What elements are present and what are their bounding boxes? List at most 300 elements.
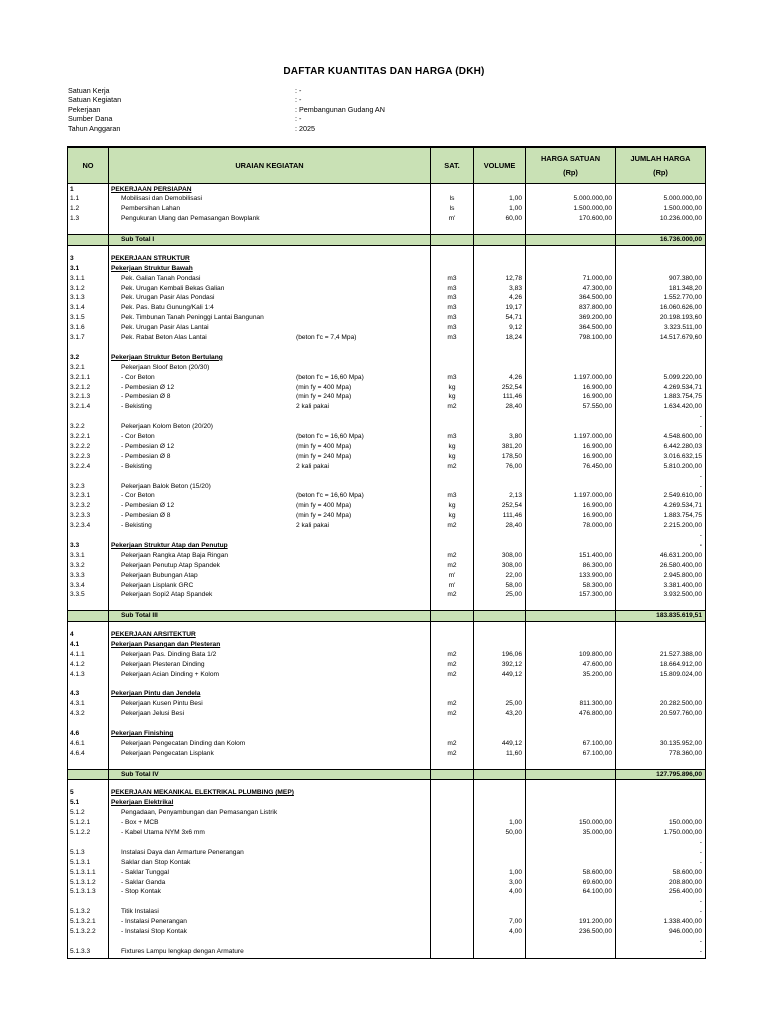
row-total-price: 16.736.000,00: [659, 236, 702, 243]
info-label: Tahun Anggaran: [68, 123, 121, 133]
row-description: Sub Total I: [121, 236, 155, 243]
table-row: [68, 472, 705, 482]
row-unit: m2: [447, 700, 457, 708]
row-description: Pekerjaan Sloof Beton (20/30): [121, 363, 210, 371]
row-unit: kg: [448, 383, 456, 391]
row-description: - Pembesian Ø 12: [121, 442, 175, 450]
row-number: 3.2.2.2: [70, 442, 91, 450]
row-volume: 1,00: [509, 205, 522, 213]
row-total-price: 127.795.896,00: [656, 770, 702, 778]
row-total-price: 181.348,20: [668, 284, 702, 292]
row-number: 4.3: [70, 690, 80, 698]
table-row: [68, 897, 705, 907]
row-total-price: -: [699, 858, 702, 866]
row-total-price: 16.060.626,00: [659, 304, 702, 312]
row-description: Sub Total IV: [121, 770, 159, 778]
section-row: [68, 798, 705, 808]
row-description: - Pembesian Ø 8: [121, 512, 171, 520]
table-row: [68, 313, 705, 323]
table-row: [68, 937, 705, 947]
row-total-price: 946.000,00: [668, 928, 702, 935]
row-unit: m2: [447, 670, 457, 678]
column-divider: [525, 148, 526, 958]
row-description: Pekerjaan Kolom Beton (20/20): [121, 423, 214, 431]
row-description: - Instalasi Stop Kontak: [121, 928, 187, 935]
table-row: [68, 818, 705, 828]
row-volume: 25,00: [505, 700, 522, 708]
row-number: 3.2.3.3: [70, 512, 91, 520]
row-description: Pek. Timbunan Tanah Peninggi Lantai Bangunan: [121, 314, 264, 322]
row-total-price: 5.099.220,00: [663, 373, 702, 381]
row-description: Instalasi Daya dan Armarture Penerangan: [121, 848, 244, 856]
row-volume: 28,40: [505, 522, 522, 530]
row-total-price: -: [699, 838, 702, 846]
row-description: Sub Total III: [121, 612, 158, 620]
row-total-price: 5.810.200,00: [663, 462, 702, 470]
row-description: Pekerjaan Balok Beton (15/20): [121, 482, 211, 490]
table-row: [68, 878, 705, 888]
row-unit: m3: [447, 334, 457, 341]
info-label: Pekerjaan: [68, 104, 101, 114]
row-number: 3.1.6: [70, 324, 85, 332]
row-spec: (min fy = 240 Mpa): [296, 393, 352, 401]
row-total-price: 256.400,00: [668, 888, 702, 896]
row-unit-price: 151.400,00: [578, 551, 612, 559]
row-unit: m2: [447, 462, 457, 470]
row-number: 5.1.3.3: [70, 947, 91, 955]
table-row: [68, 343, 705, 353]
row-number: 3.2.1.3: [70, 393, 91, 401]
row-total-price: 20.597.760,00: [659, 710, 702, 718]
row-number: 3.3.5: [70, 591, 85, 599]
table-row: [68, 551, 705, 561]
row-total-price: 46.631.200,00: [659, 551, 702, 559]
row-unit-price: 16.900,00: [582, 393, 612, 401]
row-unit: m': [448, 571, 456, 579]
row-unit-price: 64.100,00: [582, 888, 612, 896]
row-description: Pek. Urugan Kembali Bekas Galian: [121, 284, 225, 292]
row-description: - Box + MCB: [121, 819, 159, 827]
row-unit: m3: [447, 324, 457, 332]
row-unit-price: 16.900,00: [582, 452, 612, 460]
row-description: - Kabel Utama NYM 3x6 mm: [121, 829, 205, 836]
row-volume: 392,12: [501, 660, 522, 668]
row-description: Pekerjaan Struktur Bawah: [111, 264, 193, 272]
row-total-price: 1.634.420,00: [663, 403, 702, 411]
row-unit-price: 1.197.000,00: [573, 373, 612, 381]
row-number: 3.2.3: [70, 482, 85, 490]
table-row: [68, 392, 705, 402]
info-value: : -: [295, 86, 302, 95]
header-jumlah-harga-unit: (Rp): [653, 168, 668, 178]
header-jumlah-harga-label: JUMLAH HARGA: [630, 153, 691, 163]
row-unit-price: 67.100,00: [582, 749, 612, 757]
row-total-price: 1.883.754,75: [663, 393, 702, 401]
row-description: - Bekisting: [121, 522, 152, 530]
row-unit-price: 157.300,00: [578, 591, 612, 599]
row-volume: 11,60: [505, 749, 522, 757]
row-description: Fixtures Lampu lengkap dengan Armature: [121, 947, 244, 955]
row-total-price: 18.664.912,00: [659, 660, 702, 668]
row-number: 3.2.2.3: [70, 452, 91, 460]
row-spec: (beton f'c = 16,60 Mpa): [296, 492, 364, 500]
row-number: 5.1.3: [70, 848, 85, 856]
row-total-price: -: [699, 937, 702, 945]
row-description: Pengadaan, Penyambungan dan Pemasangan Listrik: [121, 809, 278, 817]
row-number: 4.3.2: [70, 710, 85, 718]
row-number: 3.1: [70, 264, 80, 272]
table-row: [68, 739, 705, 749]
table-row: [68, 244, 705, 254]
section-row: [68, 353, 705, 363]
table-row: [68, 293, 705, 303]
row-description: Pek. Pas. Batu Gunung/Kali 1:4: [121, 304, 214, 312]
project-info: [68, 86, 385, 133]
row-total-price: 1.883.754,75: [663, 512, 702, 520]
row-number: 4.6.1: [70, 739, 85, 747]
row-number: 5.1.2.2: [70, 829, 91, 836]
row-unit-price: 236.500,00: [578, 928, 612, 935]
header-jumlah-harga: [616, 148, 705, 183]
row-unit: m3: [447, 373, 457, 381]
row-description: Saklar dan Stop Kontak: [121, 858, 191, 866]
row-unit: kg: [448, 442, 456, 450]
section-row: [68, 630, 705, 640]
row-description: Pekerjaan Elektrikal: [111, 799, 174, 807]
row-number: 3.2.2: [70, 423, 85, 431]
row-number: 3.3.1: [70, 551, 85, 559]
header-uraian: URAIAN KEGIATAN: [109, 148, 431, 183]
row-description: - Saklar Tunggal: [121, 868, 170, 876]
row-spec: (min fy = 400 Mpa): [296, 442, 352, 450]
header-volume: VOLUME: [474, 148, 526, 183]
document-title: DAFTAR KUANTITAS DAN HARGA (DKH): [283, 66, 485, 77]
row-spec: (beton f'c = 16,60 Mpa): [296, 373, 364, 381]
row-total-price: 4.269.534,71: [663, 383, 702, 391]
row-unit: m2: [447, 710, 457, 718]
row-unit: m3: [447, 294, 457, 302]
row-description: PEKERJAAN PERSIAPAN: [111, 185, 192, 193]
row-description: Pekerjaan Plesteran Dinding: [121, 660, 205, 668]
row-volume: 50,00: [505, 829, 522, 836]
row-total-price: 20.198.193,60: [659, 314, 702, 322]
row-unit-price: 58.300,00: [582, 581, 612, 589]
row-description: - Stop Kontak: [121, 888, 161, 896]
row-unit-price: 1.197.000,00: [573, 492, 612, 500]
row-volume: 22,00: [505, 571, 522, 579]
row-number: 5.1.3.1.1: [70, 868, 96, 876]
row-total-price: -: [699, 532, 702, 539]
row-unit: kg: [448, 512, 456, 520]
row-unit-price: 47.300,00: [582, 284, 612, 292]
info-row: [68, 124, 385, 133]
row-number: 5.1.2.1: [70, 819, 91, 827]
row-description: Pekerjaan Pas. Dinding Bata 1/2: [121, 650, 217, 658]
table-row: [68, 363, 705, 373]
row-unit-price: 109.800,00: [578, 650, 612, 658]
row-description: Pekerjaan Pintu dan Jendela: [111, 690, 201, 698]
row-description: Pembersihan Lahan: [121, 205, 181, 213]
info-row: [68, 86, 385, 95]
row-volume: 1,00: [509, 195, 522, 203]
row-volume: 308,00: [501, 551, 522, 559]
row-number: 4.1: [70, 640, 80, 648]
row-total-price: 208.800,00: [668, 878, 702, 886]
table-row: [68, 581, 705, 591]
row-volume: 54,71: [505, 314, 522, 322]
row-description: Pekerjaan Penutup Atap Spandek: [121, 561, 220, 569]
row-unit-price: 67.100,00: [582, 739, 612, 747]
row-number: 5.1.3.2.2: [70, 928, 96, 935]
info-value: : -: [295, 95, 302, 105]
table-row: [68, 204, 705, 214]
row-description: Mobilisasi dan Demobilisasi: [121, 195, 202, 203]
row-volume: 252,54: [501, 502, 522, 510]
section-row: [68, 541, 705, 551]
row-total-price: 150.000,00: [668, 819, 702, 827]
table-row: [68, 521, 705, 531]
row-spec: (min fy = 400 Mpa): [296, 502, 352, 510]
table-row: [68, 590, 705, 600]
row-volume: 28,40: [505, 403, 522, 411]
header-harga-satuan: [526, 148, 616, 183]
row-volume: 4,00: [509, 928, 522, 935]
row-description: Pekerjaan Lisplank GRC: [121, 581, 194, 589]
row-unit-price: 35.200,00: [582, 670, 612, 678]
row-description: Pek. Urugan Pasir Alas Lantai: [121, 324, 209, 332]
row-total-price: 183.835.619,51: [656, 612, 702, 620]
row-description: - Cor Beton: [121, 492, 155, 500]
row-total-price: -: [699, 898, 702, 906]
row-spec: (min fy = 400 Mpa): [296, 383, 352, 391]
row-total-price: 26.580.400,00: [659, 561, 702, 569]
row-description: - Bekisting: [121, 403, 152, 411]
row-total-price: 778.360,00: [668, 749, 702, 757]
table-row: [68, 194, 705, 204]
row-unit-price: 5.000.000,00: [573, 195, 612, 203]
row-total-price: -: [699, 541, 702, 549]
row-volume: 449,12: [501, 670, 522, 678]
row-spec: (beton f'c = 7,4 Mpa): [296, 334, 357, 341]
table-row: [68, 947, 705, 957]
column-divider: [615, 148, 616, 958]
row-unit: m3: [447, 284, 457, 292]
dkh-table: [67, 146, 706, 959]
row-volume: 3,80: [509, 433, 522, 440]
table-row: [68, 838, 705, 848]
row-description: Pek. Rabat Beton Alas Lantai: [121, 334, 207, 341]
table-row: [68, 917, 705, 927]
row-number: 3.1.3: [70, 294, 85, 302]
row-unit: m3: [447, 274, 457, 282]
table-header: [68, 148, 705, 184]
row-unit-price: 35.000,00: [582, 829, 612, 836]
row-unit-price: 69.600,00: [582, 878, 612, 886]
table-row: [68, 412, 705, 422]
table-row: [68, 482, 705, 492]
row-description: Pekerjaan Jelusi Besi: [121, 710, 185, 718]
info-label: Satuan Kerja: [68, 86, 110, 95]
row-total-price: 907.380,00: [668, 274, 702, 282]
row-description: - Saklar Ganda: [121, 878, 166, 886]
row-description: - Pembesian Ø 12: [121, 383, 175, 391]
row-description: - Instalasi Penerangan: [121, 918, 187, 926]
row-total-price: 3.381.400,00: [663, 581, 702, 589]
row-description: Pengukuran Ulang dan Pemasangan Bowplank: [121, 215, 260, 223]
row-unit-price: 837.800,00: [578, 304, 612, 312]
row-description: Pekerjaan Acian Dinding + Kolom: [121, 670, 220, 678]
table-row: [68, 858, 705, 868]
section-row: [68, 729, 705, 739]
row-total-price: 14.517.679,60: [659, 334, 702, 341]
row-description: Pekerjaan Struktur Beton Bertulang: [111, 353, 223, 361]
info-value: : 2025: [295, 123, 315, 133]
row-volume: 3,00: [509, 878, 522, 886]
row-total-price: 15.809.024,00: [659, 670, 702, 678]
row-total-price: -: [699, 947, 702, 955]
row-description: - Cor Beton: [121, 433, 155, 440]
row-volume: 1,00: [509, 868, 522, 876]
row-unit-price: 369.200,00: [578, 314, 612, 322]
table-row: [68, 779, 705, 789]
row-unit-price: 1.500.000,00: [573, 205, 612, 213]
row-total-price: -: [699, 848, 702, 856]
section-row: [68, 264, 705, 274]
row-volume: 76,00: [505, 462, 522, 470]
table-row: [68, 848, 705, 858]
row-unit: m2: [447, 561, 457, 569]
row-unit-price: 16.900,00: [582, 442, 612, 450]
row-total-price: -: [699, 472, 702, 480]
table-row: [68, 333, 705, 343]
row-number: 5.1.3.1.3: [70, 888, 96, 896]
table-row: [68, 660, 705, 670]
row-number: 1.1: [70, 195, 80, 203]
row-number: 3.2: [70, 353, 80, 361]
row-volume: 19,17: [505, 304, 522, 312]
table-row: [68, 561, 705, 571]
row-number: 1.3: [70, 215, 80, 223]
row-unit-price: 16.900,00: [582, 512, 612, 520]
row-unit-price: 78.000,00: [582, 522, 612, 530]
row-unit-price: 364.500,00: [578, 324, 612, 332]
table-row: [68, 887, 705, 897]
row-total-price: 58.600,00: [672, 868, 702, 876]
row-description: Pekerjaan Rangka Atap Baja Ringan: [121, 551, 229, 559]
row-number: 5.1.3.2: [70, 908, 91, 916]
row-number: 1: [70, 185, 74, 193]
row-total-price: 1.750.000,00: [663, 829, 702, 836]
header-harga-satuan-unit: (Rp): [563, 168, 578, 178]
row-volume: 1,00: [509, 819, 522, 827]
table-row: [68, 432, 705, 442]
column-divider: [473, 148, 474, 958]
row-number: 4.6.4: [70, 749, 85, 757]
row-volume: 60,00: [505, 215, 522, 223]
table-row: [68, 214, 705, 224]
table-row: [68, 571, 705, 581]
row-unit: ls: [449, 195, 455, 203]
table-row: [68, 383, 705, 393]
row-unit: ls: [449, 205, 455, 213]
row-description: - Pembesian Ø 12: [121, 502, 175, 510]
row-number: 3.1.7: [70, 334, 85, 341]
row-volume: 449,12: [501, 739, 522, 747]
row-unit: m2: [447, 650, 457, 658]
header-no: NO: [68, 148, 109, 183]
row-unit: m2: [447, 660, 457, 668]
info-value: : Pembangunan Gudang AN: [295, 104, 385, 114]
row-number: 3.2.2.4: [70, 462, 91, 470]
row-volume: 196,06: [501, 650, 522, 658]
row-number: 4.3.1: [70, 700, 85, 708]
section-row: [68, 254, 705, 264]
info-row: [68, 105, 385, 114]
row-total-price: 1.552.770,00: [663, 294, 702, 302]
row-total-price: 1.338.400,00: [663, 918, 702, 926]
column-divider: [108, 148, 109, 958]
row-number: 3.2.3.4: [70, 522, 91, 530]
row-volume: 25,00: [505, 591, 522, 599]
info-row: [68, 114, 385, 123]
header-harga-satuan-label: HARGA SATUAN: [540, 153, 601, 163]
row-description: Titik Instalasi: [121, 908, 159, 916]
row-unit-price: 1.197.000,00: [573, 433, 612, 440]
row-description: PEKERJAAN STRUKTUR: [111, 254, 190, 262]
row-unit-price: 47.600,00: [582, 660, 612, 668]
row-description: PEKERJAAN ARSITEKTUR: [111, 631, 196, 638]
row-number: 3.2.2.1: [70, 433, 91, 440]
section-row: [68, 185, 705, 195]
row-total-price: 2.549.610,00: [663, 492, 702, 500]
row-description: - Pembesian Ø 8: [121, 452, 171, 460]
row-number: 3.2.1.2: [70, 383, 91, 391]
row-number: 5.1.2: [70, 809, 85, 817]
row-unit-price: 71.000,00: [582, 274, 612, 282]
row-number: 5: [70, 789, 74, 797]
header-sat: SAT.: [431, 148, 474, 183]
row-number: 3.3: [70, 541, 80, 549]
table-row: [68, 284, 705, 294]
row-total-price: 20.282.500,00: [659, 700, 702, 708]
row-description: Pek. Galian Tanah Pondasi: [121, 274, 201, 282]
table-row: [68, 709, 705, 719]
table-row: [68, 719, 705, 729]
row-unit-price: 133.900,00: [578, 571, 612, 579]
row-total-price: -: [699, 423, 702, 431]
row-unit-price: 170.600,00: [578, 215, 612, 223]
row-spec: (beton f'c = 16,60 Mpa): [296, 433, 364, 440]
row-unit-price: 150.000,00: [578, 819, 612, 827]
info-label: Satuan Kegiatan: [68, 95, 122, 105]
row-volume: 9,12: [509, 324, 522, 332]
row-unit-price: 364.500,00: [578, 294, 612, 302]
table-row: [68, 452, 705, 462]
row-description: - Bekisting: [121, 462, 152, 470]
row-unit: m3: [447, 304, 457, 312]
table-row: [68, 828, 705, 838]
row-unit: m2: [447, 739, 457, 747]
row-unit: m3: [447, 433, 457, 440]
row-description: Pekerjaan Sopi2 Atap Spandek: [121, 591, 213, 599]
row-description: Pekerjaan Bubungan Atap: [121, 571, 198, 579]
row-total-price: 2.215.200,00: [663, 522, 702, 530]
table-row: [68, 868, 705, 878]
row-unit-price: 57.550,00: [582, 403, 612, 411]
row-spec: 2 kali pakai: [296, 403, 329, 411]
row-description: Pekerjaan Pasangan dan Plesteran: [111, 640, 221, 648]
row-volume: 4,00: [509, 888, 522, 896]
